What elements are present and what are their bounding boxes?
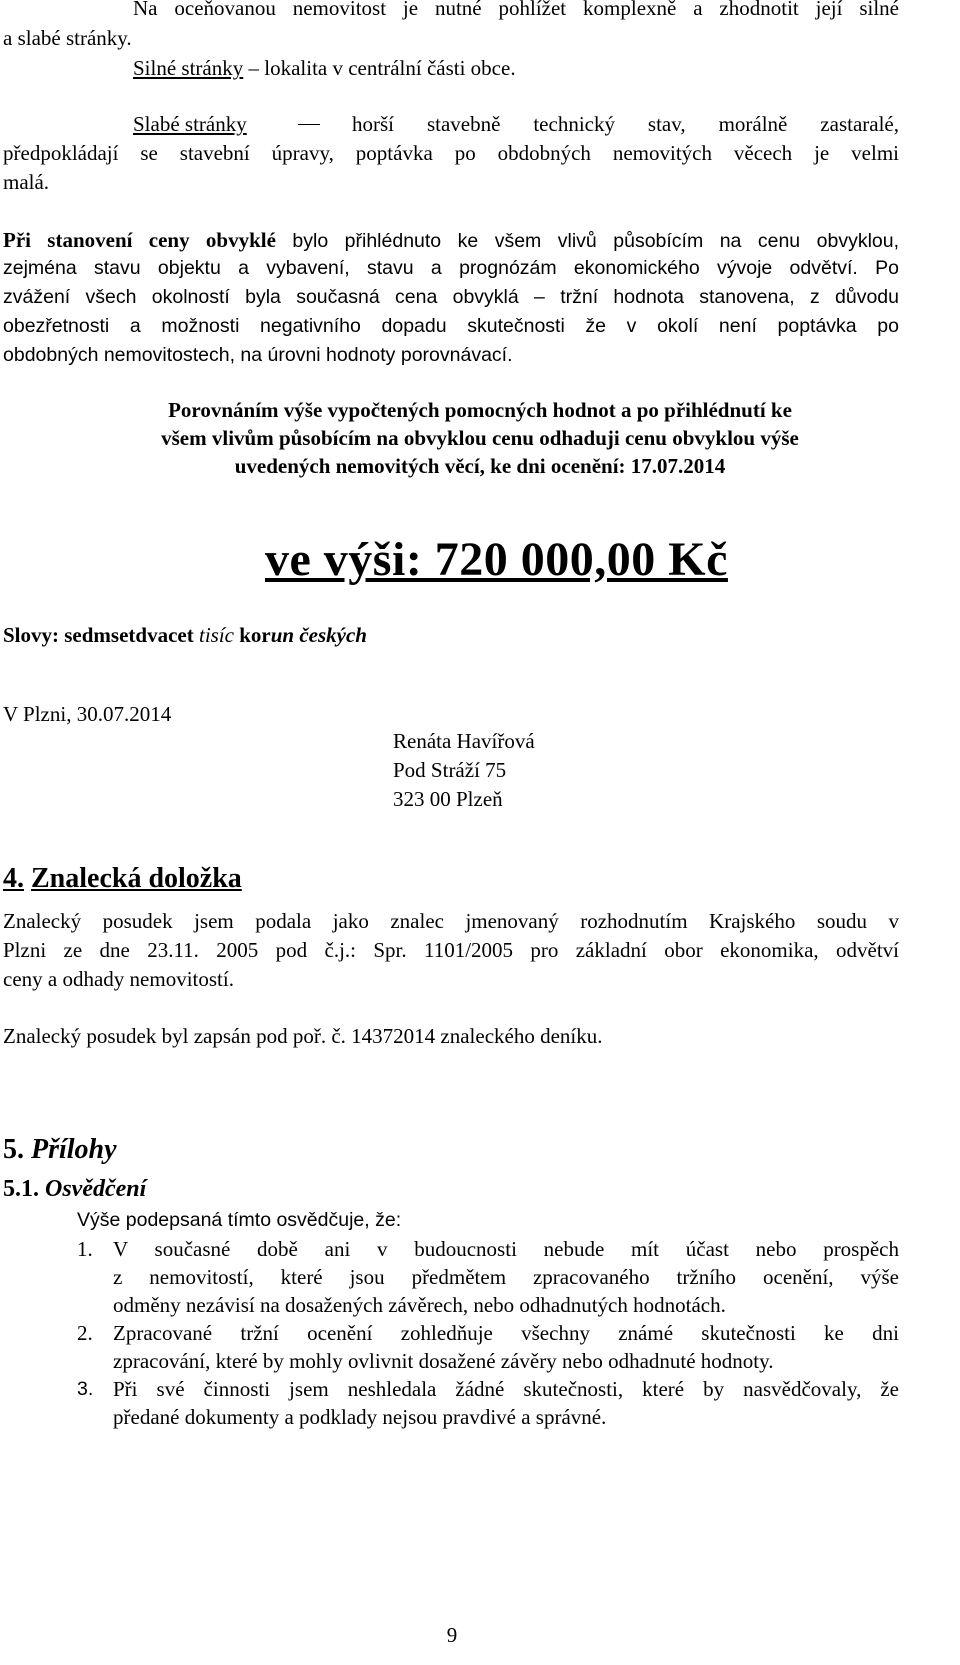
section-5-title: Přílohy (31, 1134, 117, 1165)
signer-city: 323 00 Plzeň (393, 787, 503, 811)
price-para-line-3: zvážení všech okolností byla současná cena obvyklá – tržní hodnota stanovena, z důvodu (3, 286, 899, 308)
place-date: V Plzni, 30.07.2014 (3, 702, 172, 726)
signer-street: Pod Stráží 75 (393, 758, 507, 782)
list-item-1-line-1: V současné době ani v budoucnosti nebude mít účast nebo prospěch (113, 1237, 899, 1261)
section-4-number: 4. (3, 863, 24, 894)
section-4-p1-line-3: ceny a odhady nemovitostí. (3, 967, 234, 991)
price-para-bold: Při stanovení ceny obvyklé (3, 228, 276, 252)
list-item-3-line-1: Při své činnosti jsem neshledala žádné skutečnosti, které by nasvědčovaly, že (113, 1377, 899, 1401)
list-item-3-number: 3. (77, 1378, 94, 1400)
price-in-words (3, 623, 367, 648)
list-item-3-line-2: předané dokumenty a podklady nejsou pravdivé a správné. (113, 1405, 607, 1429)
conclusion-line-1: Porovnáním výše vypočtených pomocných hodnot a po přihlédnutí ke (168, 398, 792, 422)
price-words-prefix: Slovy: sedmsetdvacet (3, 623, 199, 647)
price-para-line-2: zejména stavu objektu a vybavení, stavu a prognózám ekonomického vývoje odvětví. Po (3, 257, 899, 279)
section-4-p2: Znalecký posudek byl zapsán pod poř. č. 14372014 znaleckého deníku. (3, 1024, 603, 1048)
price-para-line-5: obdobných nemovitostech, na úrovni hodnoty porovnávací. (3, 344, 513, 366)
section-5-1-heading (3, 1176, 146, 1203)
conclusion-line-3: uvedených nemovitých věcí, ke dni ocenění: 17.07.2014 (234, 454, 726, 478)
section-4-p1-line-1: Znalecký posudek jsem podala jako znalec jmenovaný rozhodnutím Krajského soudu v (3, 909, 899, 933)
section-5-number: 5. (3, 1134, 24, 1165)
section-4-p1-line-2: Plzni ze dne 23.11. 2005 pod č.j.: Spr. 1101/2005 pro základní obor ekonomika, odvětví (3, 938, 899, 962)
strong-points-label: Silné stránky (133, 56, 244, 80)
intro-line-1: Na oceňovanou nemovitost je nutné pohlížet komplexně a zhodnotit její silné (133, 0, 899, 20)
section-4-heading (3, 863, 242, 895)
certification-intro: Výše podepsaná tímto osvědčuje, že: (77, 1209, 402, 1231)
list-item-2-line-1: Zpracované tržní ocenění zohledňuje všechny známé skutečnosti ke dni (113, 1321, 899, 1345)
list-item-2-line-2: zpracování, které by mohly ovlivnit dosažené závěry nebo odhadnuté hodnoty. (113, 1349, 774, 1373)
section-5-1-number: 5.1. (3, 1176, 39, 1202)
weak-dash (298, 124, 320, 125)
weak-points-text-3: malá. (3, 170, 50, 194)
section-5-heading (3, 1134, 117, 1166)
section-5-1-title: Osvědčení (45, 1176, 147, 1202)
weak-points-text-1: horší stavebně technický stav, morálně zastaralé, (352, 112, 899, 136)
list-item-1-number: 1. (77, 1237, 93, 1261)
weak-points-text-2: předpokládají se stavební úpravy, poptávka po obdobných nemovitých věcech je velmi (3, 141, 899, 165)
signer-name: Renáta Havířová (393, 729, 535, 753)
list-item-1-line-3: odměny nezávisí na dosažených závěrech, nebo odhadnutých hodnotách. (113, 1293, 726, 1317)
price-para-line-1 (3, 228, 899, 253)
strong-points-text: – lokalita v centrální části obce. (243, 56, 516, 80)
list-item-2-number: 2. (77, 1321, 93, 1345)
weak-points-label: Slabé stránky (133, 112, 247, 136)
price-words-suffix: un českých (270, 623, 367, 647)
list-item-1-line-2: z nemovitostí, které jsou předmětem zpracovaného tržního ocenění, výše (113, 1265, 899, 1289)
price-words-tisic: tisíc (198, 623, 234, 647)
page-number: 9 (446, 1623, 458, 1647)
price-para-line-4: obezřetnosti a možnosti negativního dopadu skutečnosti že v okolí není poptávka po (3, 315, 899, 337)
price-words-kor: kor (233, 623, 271, 647)
conclusion-line-2: všem vlivům působícím na obvyklou cenu odhaduji cenu obvyklou výše (161, 426, 799, 450)
price-para-l1-rest: bylo přihlédnuto ke všem vlivů působícím na cenu obvyklou, (275, 230, 900, 252)
section-4-title: Znalecká doložka (31, 863, 242, 894)
price-amount: ve výši: 720 000,00 Kč (265, 533, 728, 586)
intro-line-2: a slabé stránky. (3, 26, 132, 50)
strong-points (133, 56, 516, 81)
